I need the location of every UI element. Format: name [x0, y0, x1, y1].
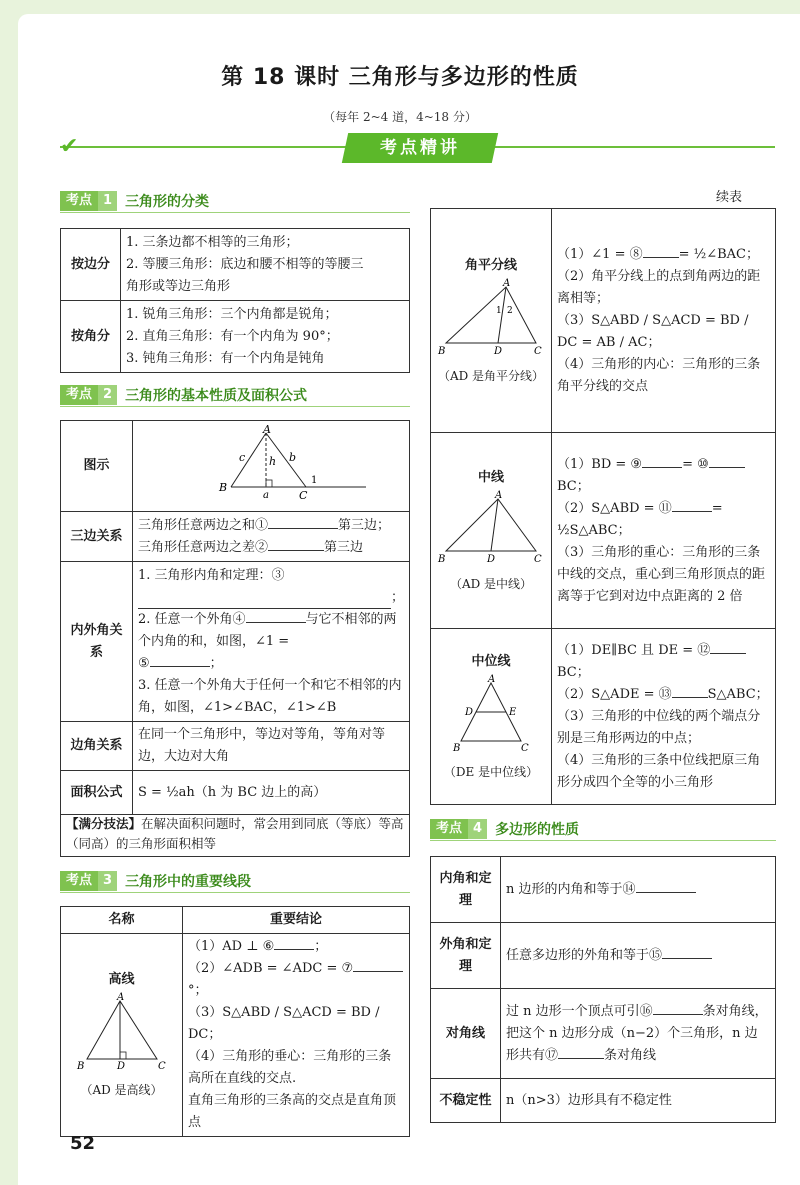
svg-text:B: B [453, 742, 461, 753]
bisector-content [552, 209, 776, 433]
continued-label: 续表 [716, 190, 743, 205]
text-line: （3）S△ABD / S△ACD = BD / DC = AB / AC； [557, 312, 749, 350]
kd2-underline [60, 406, 410, 407]
kd3-col1: 名称 [61, 907, 183, 934]
svg-text:C: C [157, 1061, 166, 1071]
svg-text:1: 1 [496, 305, 502, 316]
text-line: （1）BD = ⑨ [557, 456, 643, 472]
blank-11[interactable] [672, 511, 712, 512]
text-line: 条对角线 [604, 1047, 657, 1063]
kd2-angle-content [133, 562, 410, 722]
kd3-altitude-fig [61, 934, 183, 1137]
kd1-row2-head: 按角分 [61, 301, 121, 373]
text-line: 2. 任意一个外角④ [138, 611, 246, 627]
kd4-underline [430, 840, 776, 841]
kd1-underline [60, 212, 410, 213]
text-line: S△ABC； [707, 686, 769, 702]
altitude-caption: （AD 是高线） [80, 1083, 163, 1097]
kd1-row1-head: 按边分 [61, 229, 121, 301]
blank-1[interactable] [268, 528, 338, 529]
median-name: 中线 [477, 469, 504, 485]
midline-caption: （DE 是中位线） [443, 764, 539, 779]
blank-6[interactable] [274, 949, 314, 950]
blank-14[interactable] [636, 892, 696, 893]
table-row [61, 421, 410, 512]
text-line: 3. 任意一个外角大于任何一个和它不相邻的内角，如图，∠1>∠BAC，∠1>∠B [138, 677, 402, 715]
text-line: 角形或等边三角形 [126, 278, 231, 294]
svg-text:B: B [76, 1061, 84, 1071]
bisector-fig [431, 209, 552, 433]
blank-15[interactable] [662, 958, 712, 959]
median-content [552, 433, 776, 629]
label-C: C [299, 489, 308, 501]
kd1-row2-content [121, 301, 410, 373]
label-1: 1 [311, 475, 318, 486]
kd2-tag: 考点 [60, 385, 98, 405]
text-line: （2）角平分线上的点到角两边的距离相等； [557, 268, 761, 306]
kd2-angle-head: 内外角关系 [61, 562, 133, 722]
text-line: 第三边； [338, 517, 391, 533]
median-caption: （AD 是中线） [449, 576, 533, 591]
kd4-row1-head: 内角和定理 [431, 857, 501, 923]
text-line: （2）S△ABD = ⑪ [557, 500, 672, 516]
kd2-table [60, 420, 410, 815]
text-line: 直角三角形的三条高的交点是直角顶点 [188, 1093, 397, 1130]
svg-text:A: A [503, 277, 511, 289]
kd3-table [60, 906, 410, 1137]
text-line: （3）三角形的重心：三角形的三条中线的交点，重心到三角形顶点的距离等于它到对边中点距离的 2 倍 [557, 544, 766, 604]
text-line: （4）三角形的垂心：三角形的三条高所在直线的交点. [188, 1049, 392, 1086]
table-row [431, 209, 776, 433]
kd4-row3-content [501, 989, 776, 1079]
label-b: b [289, 451, 297, 464]
table-row [61, 229, 410, 301]
kd1-name: 三角形的分类 [125, 194, 210, 210]
table-row [431, 433, 776, 629]
kd2-num: 2 [98, 385, 117, 405]
blank-4[interactable] [246, 622, 306, 623]
kd2-area-head: 面积公式 [61, 771, 133, 815]
kd2-side-content [133, 512, 410, 562]
table-row [61, 512, 410, 562]
kd4-table [430, 856, 776, 1123]
text-line: 2. 直角三角形：有一个内角为 90°； [126, 328, 339, 344]
kd4-row4-content: n（n>3）边形具有不稳定性 [501, 1079, 776, 1123]
tip-text: 在解决面积问题时，常会用到同底（等底）等高（同高）的三角形面积相等 [66, 816, 404, 851]
text-line: （2）∠ADB = ∠ADC = ⑦ [188, 961, 354, 976]
table-row [61, 934, 410, 1137]
table-row [431, 629, 776, 805]
text-line: 与它不相邻的两个内角的和，如图，∠1 = [138, 611, 397, 649]
label-B: B [219, 481, 228, 494]
table-row [61, 722, 410, 771]
kd3-tag: 考点 [60, 871, 98, 891]
bisector-triangle [436, 277, 546, 357]
blank-12[interactable] [710, 653, 746, 654]
tip-label: 【满分技法】 [66, 816, 142, 831]
table-row [61, 562, 410, 722]
table-row [431, 1079, 776, 1123]
blank-13[interactable] [672, 697, 708, 698]
blank-7[interactable] [353, 971, 403, 972]
check-icon: ✔ [60, 134, 79, 159]
kd3-num: 3 [98, 871, 117, 891]
table-row [61, 907, 410, 934]
midline-content [552, 629, 776, 805]
text-line: （1）DE∥BC 且 DE = ⑫ [557, 642, 711, 658]
kd4-row2-content [501, 923, 776, 989]
altitude-name: 高线 [108, 972, 135, 987]
kd1-num: 1 [98, 191, 117, 211]
kd3-altitude-content [183, 934, 410, 1137]
kd4-num: 4 [468, 819, 487, 839]
text-line: 条对角线，把这个 n 边形分成（n−2）个三角形，n 边形共有⑰ [506, 1003, 768, 1063]
svg-text:A: A [116, 992, 124, 1003]
label-A: A [263, 423, 271, 436]
svg-text:B: B [438, 345, 446, 357]
table-row [61, 301, 410, 373]
kd2-name: 三角形的基本性质及面积公式 [125, 388, 308, 404]
midline-fig [431, 629, 552, 805]
table-row [431, 857, 776, 923]
svg-text:A: A [488, 673, 496, 685]
right-table [430, 208, 776, 805]
svg-text:D: D [116, 1061, 125, 1071]
blank-5[interactable] [150, 666, 210, 667]
text-line: BC； [557, 664, 590, 680]
text-line: 过 n 边形一个顶点可引⑯ [506, 1003, 653, 1019]
text-line: （2）S△ADE = ⑬ [557, 686, 672, 702]
page-subtitle: （每年 2~4 道，4~18 分） [323, 110, 477, 124]
section-banner: 考点精讲 [342, 133, 498, 163]
blank-2[interactable] [268, 550, 324, 551]
text-line: 1. 锐角三角形：三个内角都是锐角； [126, 306, 338, 322]
altitude-triangle [72, 991, 172, 1071]
text-line: ； [209, 655, 223, 671]
kd1-tag: 考点 [60, 191, 98, 211]
triangle-figure [171, 423, 371, 501]
text-line: 3. 钝角三角形：有一个内角是钝角 [126, 350, 325, 366]
kd1-row1-content [121, 229, 410, 301]
kd4-header [430, 818, 579, 840]
svg-text:C: C [534, 553, 542, 565]
text-line: （3）三角形的中位线的两个端点分别是三角形两边的中点； [557, 708, 761, 746]
svg-text:D: D [487, 553, 496, 565]
blank-3[interactable] [138, 587, 391, 609]
blank-8[interactable] [643, 257, 679, 258]
kd1-header [60, 190, 209, 212]
blank-10[interactable] [709, 467, 745, 468]
text-line: = ½S△ABC； [557, 500, 723, 538]
svg-text:D: D [465, 706, 474, 718]
text-line: ； [390, 589, 404, 605]
text-line: （3）S△ABD / S△ACD = BD / DC； [188, 1005, 380, 1042]
svg-text:E: E [509, 706, 517, 718]
text-line: BC； [557, 478, 590, 494]
label-h: h [269, 455, 277, 468]
kd4-name: 多边形的性质 [495, 822, 580, 838]
page-number: 52 [70, 1133, 96, 1154]
kd2-side-head: 三边关系 [61, 512, 133, 562]
svg-text:C: C [521, 742, 529, 753]
text-line: （4）三角形的三条中位线把原三角形分成四个全等的小三角形 [557, 752, 761, 790]
midline-triangle [441, 673, 541, 753]
kd4-row3-head: 对角线 [431, 989, 501, 1079]
kd3-col2: 重要结论 [183, 907, 410, 934]
text-line: ⑤ [138, 655, 150, 671]
svg-text:B: B [438, 553, 446, 565]
midline-name: 中位线 [471, 653, 511, 669]
text-line: = ½∠BAC； [678, 246, 759, 262]
blank-16[interactable] [653, 1014, 703, 1015]
kd2-area-content: S = ½ah（h 为 BC 边上的高） [133, 771, 410, 815]
kd4-row2-head: 外角和定理 [431, 923, 501, 989]
text-line: 1. 三角形内角和定理：③ [138, 567, 285, 583]
text-line: 第三边 [324, 539, 364, 555]
kd3-name: 三角形中的重要线段 [125, 874, 252, 890]
kd2-tip [60, 812, 410, 857]
text-line: 任意多边形的外角和等于⑮ [506, 947, 663, 963]
page-title: 第 18 课时 三角形与多边形的性质 [221, 65, 579, 90]
blank-9[interactable] [642, 467, 682, 468]
bisector-name: 角平分线 [464, 257, 517, 273]
kd4-row1-content [501, 857, 776, 923]
text-line: ； [314, 939, 328, 954]
kd3-underline [60, 892, 410, 893]
kd2-edge-head: 边角关系 [61, 722, 133, 771]
text-line: 1. 三条边都不相等的三角形； [126, 234, 299, 250]
text-line: 三角形任意两边之差② [138, 539, 269, 555]
table-row [61, 771, 410, 815]
svg-text:A: A [495, 489, 503, 501]
label-c: c [239, 451, 246, 464]
bisector-caption: （AD 是角平分线） [437, 368, 545, 383]
kd4-tag: 考点 [430, 819, 468, 839]
median-triangle [436, 489, 546, 565]
text-line: °； [188, 983, 208, 998]
kd4-row4-head: 不稳定性 [431, 1079, 501, 1123]
table-row [431, 923, 776, 989]
table-row [431, 989, 776, 1079]
text-line: = ⑩ [682, 456, 709, 472]
text-line: （4）三角形的内心：三角形的三条角平分线的交点 [557, 356, 761, 394]
text-line: （1）∠1 = ⑧ [557, 246, 643, 262]
text-line: 三角形任意两边之和① [138, 517, 269, 533]
svg-text:D: D [494, 345, 503, 357]
svg-text:2: 2 [507, 305, 513, 316]
text-line: （1）AD ⊥ ⑥ [188, 939, 275, 954]
label-a: a [263, 490, 269, 501]
text-line: 2. 等腰三角形：底边和腰不相等的等腰三 [126, 256, 364, 272]
blank-17[interactable] [558, 1058, 604, 1059]
kd2-header [60, 384, 307, 406]
kd2-fig-head: 图示 [61, 421, 133, 512]
text-line: n 边形的内角和等于⑭ [506, 881, 636, 897]
kd3-header [60, 870, 251, 892]
svg-text:C: C [534, 345, 542, 357]
kd2-edge-content: 在同一个三角形中，等边对等角，等角对等边，大边对大角 [133, 722, 410, 771]
median-fig [431, 433, 552, 629]
kd2-figure [133, 421, 410, 512]
kd1-table [60, 228, 410, 373]
